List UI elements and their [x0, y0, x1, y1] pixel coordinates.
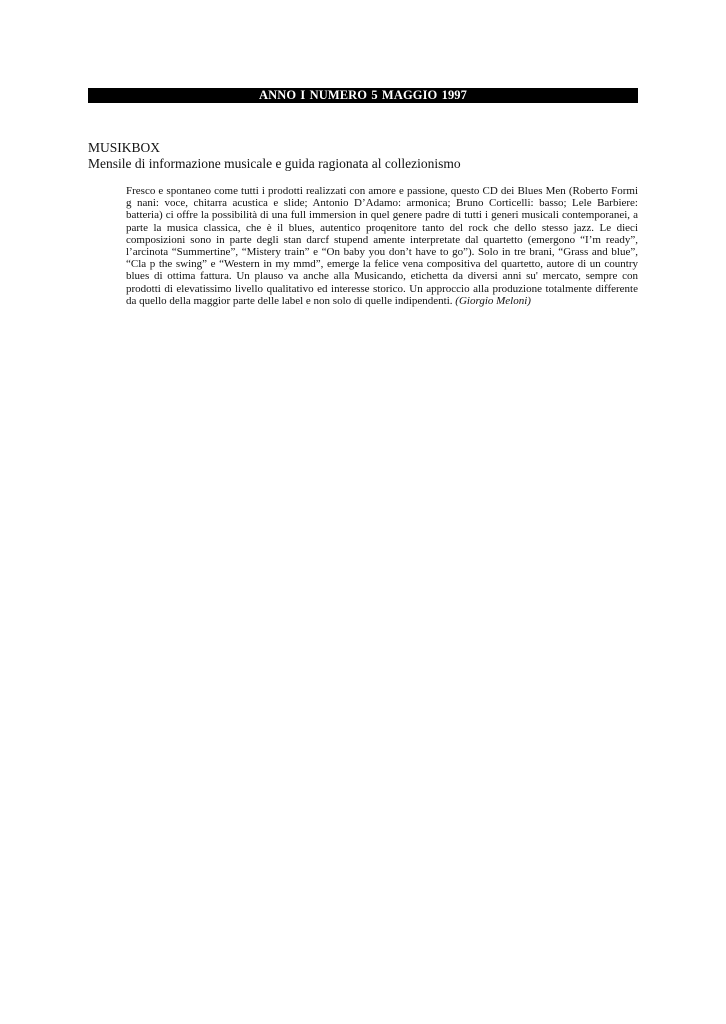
- review-article: [126, 185, 638, 307]
- magazine-subtitle: Mensile di informazione musicale e guida ragionata al collezionismo: [88, 156, 461, 171]
- review-author: (Giorgio Meloni): [455, 294, 531, 307]
- review-body: Fresco e spontaneo come tutti i prodotti realizzati con amore e passione, questo CD dei Blues Men (Roberto Formi g nani: voce, chitarra acustica e slide; Antonio D’Adamo: armonica; Bruno Corticelli: basso; Lele Barbiere: batteria) ci offre la possibilità di una full immersion in quel genere padre di tutti i generi musicali contemporanei, a parte la musica classica, che è il blues, autentico proqenitore tanto del rock che dello stesso jazz. Le dieci composizioni sono in parte degli stan darcf stupend amente interpretate dal quartetto (emergono “I’m ready”, l’arcinota “Summertine”, “Mistery train” e “On baby you don’t have to go”). Solo in tre brani, “Grass and blue”, “Cla p the swing” e “Western in my mmd”, emerge la felice vena compositiva del quartetto, autore di un country blues di ottima fattura. Un plauso va anche alla Musicando, etichetta da diversi anni su' mercato, sempre con prodotti di elevatissimo livello qualitativo ed interesse storico. Un approccio alla produzione totalmente differente da quello della maggior parte delle label e non solo di quelle indipendenti.: [126, 185, 638, 307]
- issue-banner: ANNO I NUMERO 5 MAGGIO 1997: [88, 88, 638, 103]
- magazine-title: MUSIKBOX: [88, 140, 161, 155]
